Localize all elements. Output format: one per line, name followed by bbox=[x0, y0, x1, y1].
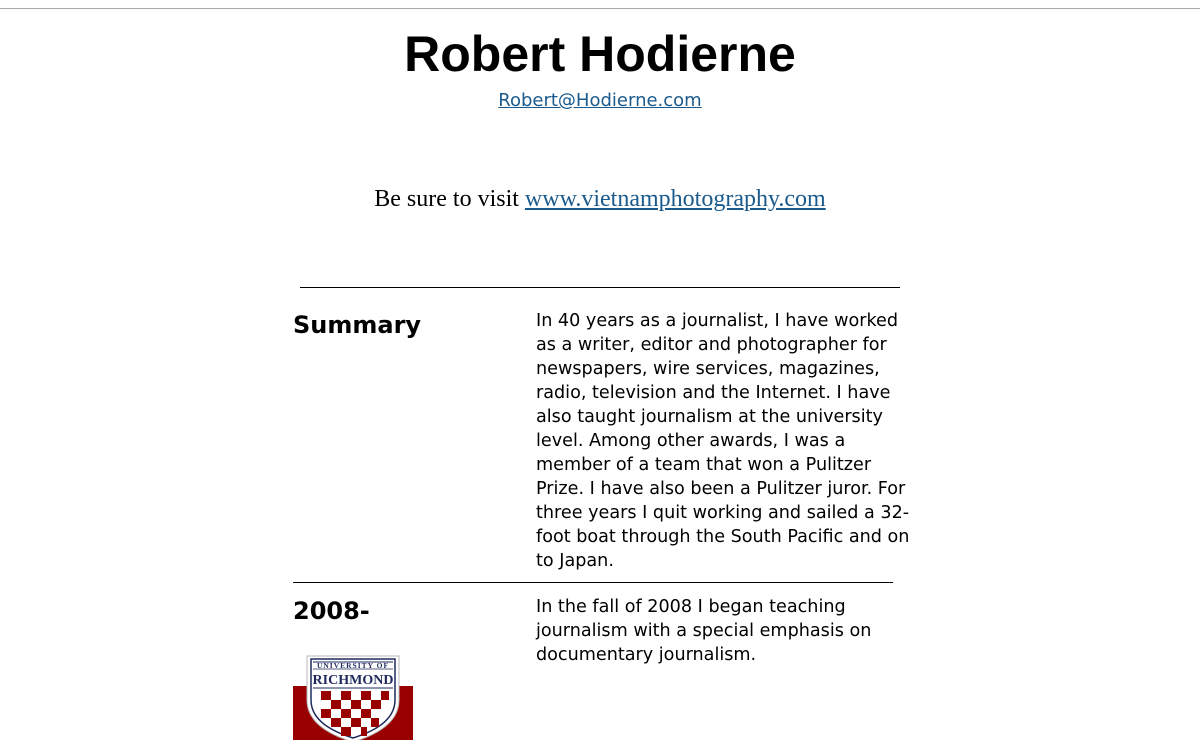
section-divider bbox=[293, 582, 893, 583]
logo-line2: RICHMOND bbox=[312, 673, 394, 688]
summary-heading: Summary bbox=[293, 311, 422, 339]
year-heading: 2008- bbox=[293, 597, 370, 625]
email-line bbox=[0, 90, 1200, 112]
summary-text: In 40 years as a journalist, I have worked as a writer, editor and photographer for newspapers, wire services, magazines, radio, television and the Internet. I have also taught journalism at the university level. Among other awards, I was a member of a team that won a Pulitzer Prize. I have also been a Pulitzer juror. For three years I quit working and sailed a 32-foot boat through the South Pacific and on to Japan. bbox=[536, 311, 910, 571]
top-divider bbox=[0, 8, 1200, 9]
page-title: Robert Hodierne bbox=[404, 26, 796, 82]
section-divider-top bbox=[300, 287, 900, 288]
email-link[interactable]: Robert@Hodierne.com bbox=[498, 90, 702, 111]
visit-line bbox=[0, 185, 1200, 213]
website-link[interactable]: www.vietnamphotography.com bbox=[524, 186, 826, 212]
visit-prefix: Be sure to visit bbox=[374, 186, 519, 212]
year-text: In the fall of 2008 I began teaching journalism with a special emphasis on documentary journalism. bbox=[536, 597, 872, 665]
university-logo bbox=[293, 650, 413, 740]
logo-line1: UNIVERSITY OF bbox=[316, 661, 390, 670]
